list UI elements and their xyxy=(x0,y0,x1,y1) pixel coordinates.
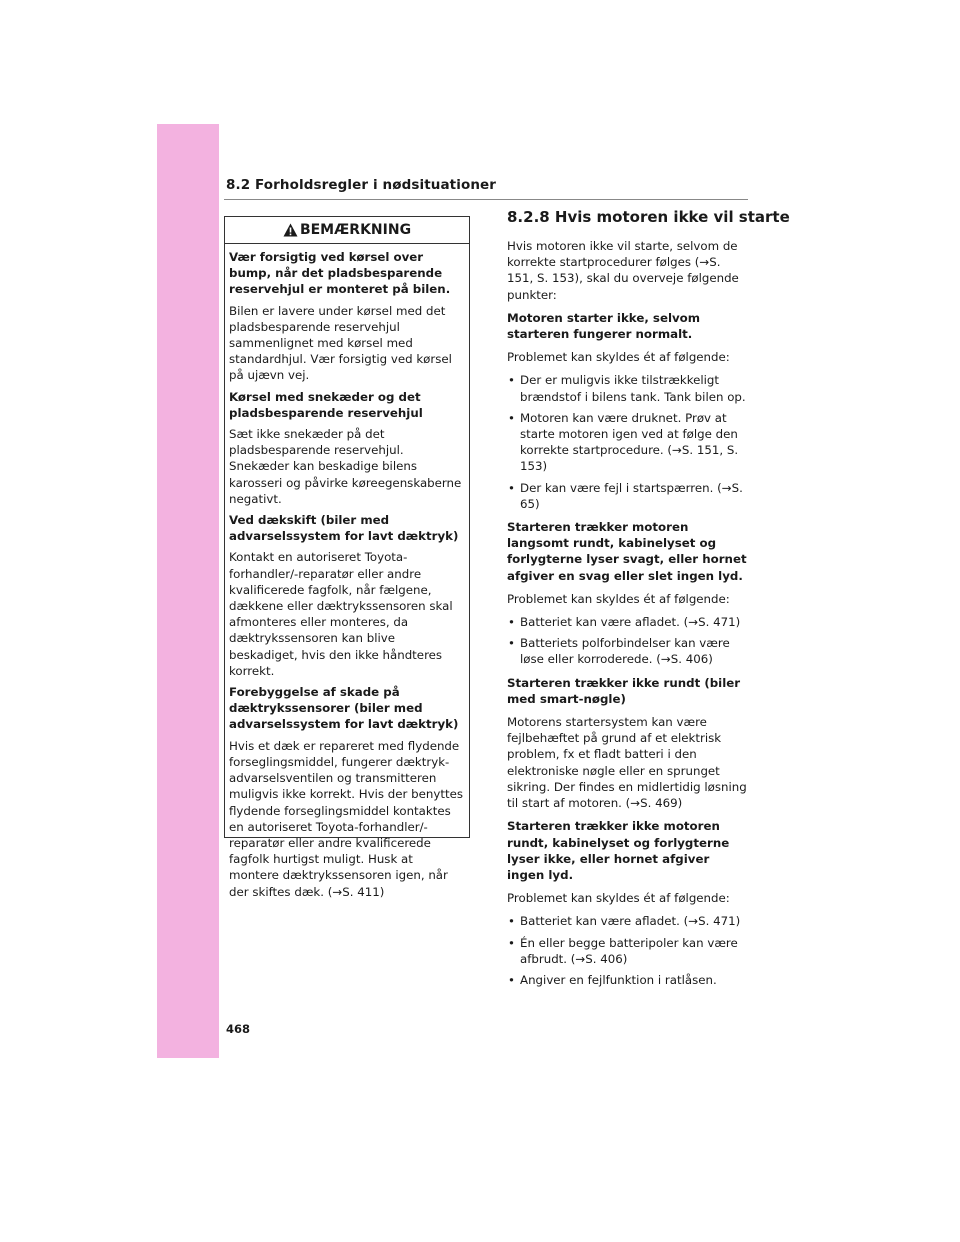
notice-title: BEMÆRKNING xyxy=(299,222,412,238)
list-item: • Batteriet kan være afladet. (→S. 471) xyxy=(507,913,750,929)
list-item: • Der kan være fejl i startspærren. (→S. 65) xyxy=(507,480,750,512)
case-heading: Motoren starter ikke, selvom starteren fungerer normalt. xyxy=(507,310,701,342)
chapter-side-tab xyxy=(157,124,219,1058)
notice-heading: Kørsel med snekæder og det pladsbesparende reservehjul xyxy=(229,389,423,420)
notice-text: Sæt ikke snekæder på det pladsbesparende reservehjul. Snekæder kan beskadige bilens karosseri og påvirke køreegenskaberne negativt. xyxy=(229,427,462,506)
list-item: • Angiver en fejlfunktion i ratlåsen. xyxy=(507,972,750,988)
notice-heading: Ved dækskift (biler med advarselssystem for lavt dæktryk) xyxy=(229,513,459,544)
cause-list xyxy=(507,614,750,668)
page-number: 468 xyxy=(226,1022,251,1036)
notice-heading: Forebyggelse af skade på dæktrykssensorer (biler med advarselssystem for lavt dæktryk) xyxy=(229,685,459,732)
cause-list xyxy=(507,372,750,512)
notice-text: Kontakt en autoriseret Toyota-forhandler/-reparatør eller andre kvalificerede fagfolk, når fælgene, dækkene eller dæktrykssensoren skal afmonteres eller monteres, da dæktrykssensoren kan blive beskadiget, hvis den ikke håndteres korrekt. xyxy=(229,550,453,678)
notice-heading: Vær forsigtig ved kørsel over bump, når det pladsbesparende reservehjul er monteret på bilen. xyxy=(229,250,451,297)
list-item: • Én eller begge batteripoler kan være afbrudt. (→S. 406) xyxy=(507,935,750,967)
list-item: • Batteriet kan være afladet. (→S. 471) xyxy=(507,614,750,630)
list-item: • Der er muligvis ikke tilstrækkeligt brændstof i bilens tank. Tank bilen op. xyxy=(507,372,750,404)
case-heading: Starteren trækker motoren langsomt rundt, kabinelyset og forlygterne lyser svagt, eller hornet afgiver en svag eller slet ingen lyd. xyxy=(507,520,747,583)
case-heading: Starteren trækker ikke rundt (biler med smart-nøgle) xyxy=(507,675,741,706)
section-title: 8.2.8 Hvis motoren ikke vil starte xyxy=(507,208,790,226)
intro-paragraph: Hvis motoren ikke vil starte, selvom de korrekte startprocedurer følges (→S. 151, S. 153), skal du overveje følgende punkter: xyxy=(507,239,739,302)
list-item: • Motoren kan være druknet. Prøv at starte motoren igen ved at følge den korrekte startprocedure. (→S. 151, S. 153) xyxy=(507,410,750,475)
section-header: 8.2 Forholdsregler i nødsituationer xyxy=(226,177,497,193)
list-item: • Batteriets polforbindelser kan være løse eller korroderede. (→S. 406) xyxy=(507,635,750,667)
case-lead: Problemet kan skyldes ét af følgende: xyxy=(507,350,730,365)
case-lead: Problemet kan skyldes ét af følgende: xyxy=(507,591,730,606)
notice-text: Hvis et dæk er repareret med flydende forseglingsmiddel, fungerer dæktryk-advarselsventilen og transmitteren muligvis ikke korrekt. Hvis der benyttes flydende forseglingsmiddel kontaktes en autoriseret Toyota-forhandler/-reparatør eller andre kvalificerede fagfolk hurtigst muligt. Husk at montere dæktrykssensoren igen, når der skiftes dæk. (→S. 411) xyxy=(229,738,464,899)
cause-list xyxy=(507,913,750,988)
header-divider xyxy=(224,199,748,200)
notice-text: Bilen er lavere under kørsel med det pladsbesparende reservehjul sammenlignet med kørsel med standardhjul. Vær forsigtig ved kørsel på ujævn vej. xyxy=(229,303,452,383)
case-lead: Motorens startersystem kan være fejlbehæftet på grund af et elektrisk problem, fx et fladt batteri i den elektroniske nøgle eller en sprunget sikring. Der findes en midlertidig løsning til start af motoren. (→S. 469) xyxy=(507,715,747,811)
notice-header xyxy=(225,217,469,244)
notice-box xyxy=(224,216,470,899)
case-heading: Starteren trækker ikke motoren rundt, kabinelyset og forlygterne lyser ikke, eller hornet afgiver ingen lyd. xyxy=(507,819,730,882)
case-lead: Problemet kan skyldes ét af følgende: xyxy=(507,891,730,906)
main-column xyxy=(507,208,790,995)
warning-icon xyxy=(283,220,298,246)
